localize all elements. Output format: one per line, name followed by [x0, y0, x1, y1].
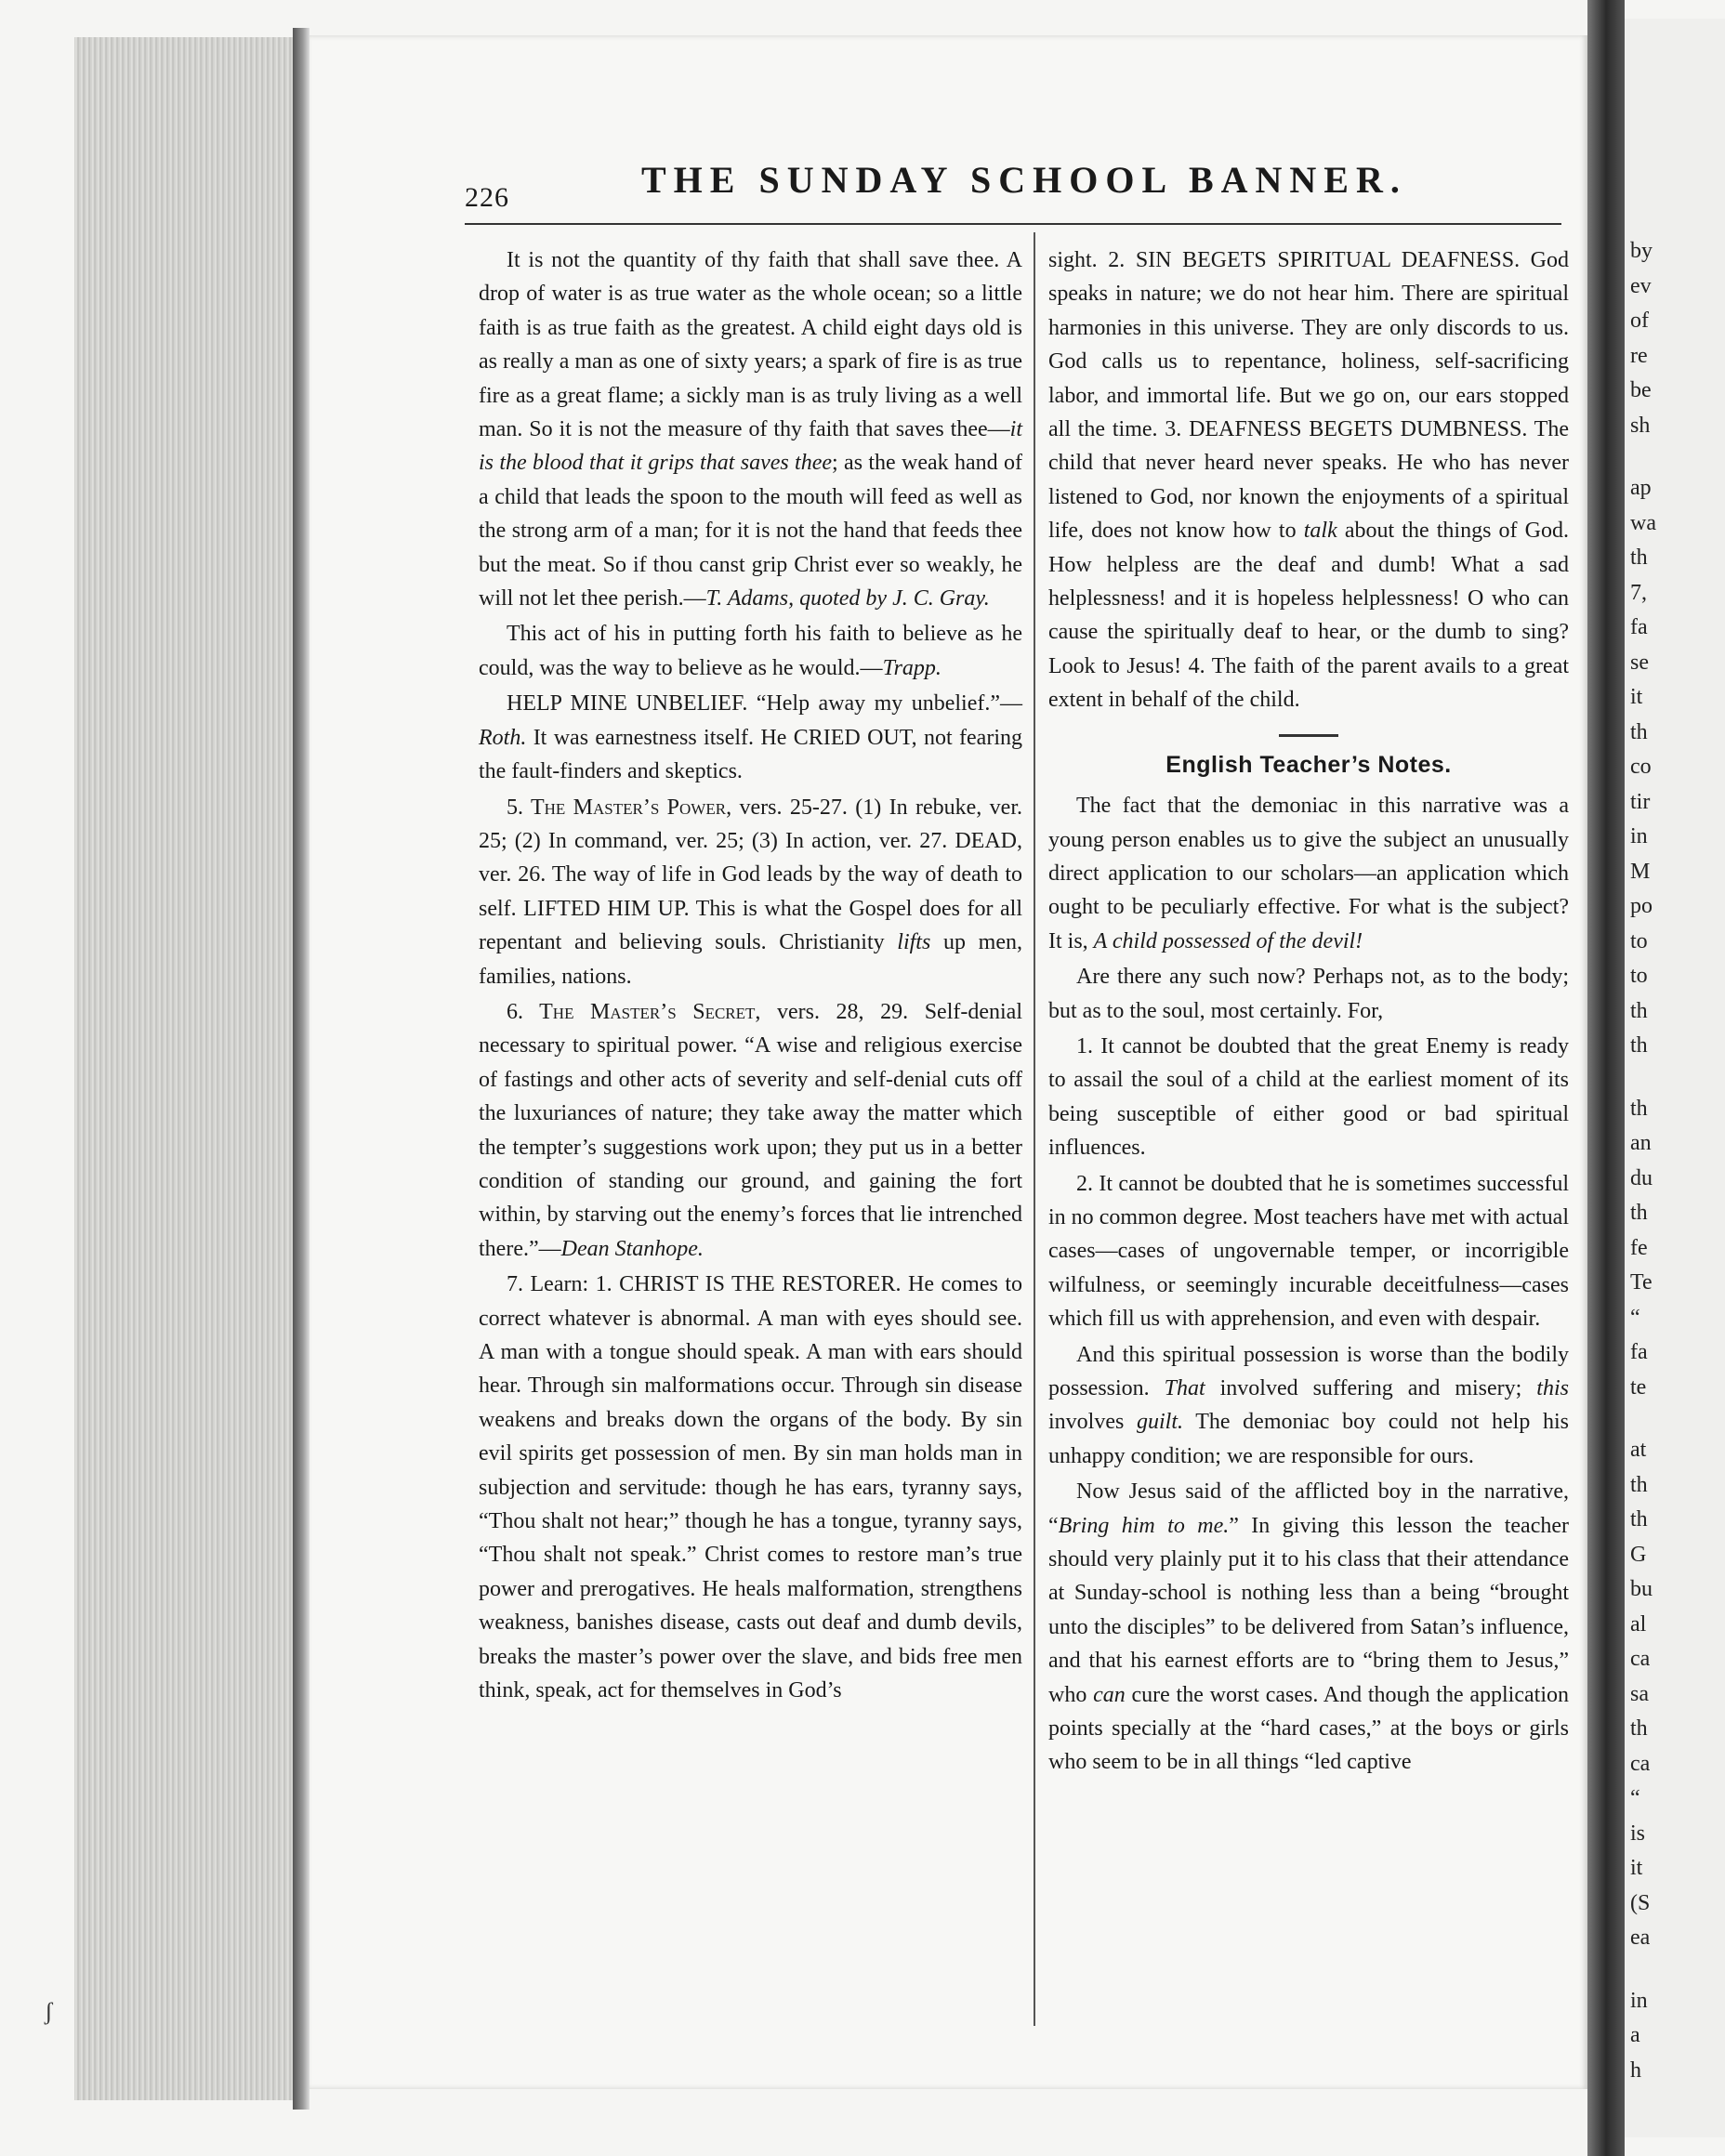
facing-page-fragment: th	[1630, 719, 1648, 744]
facing-page-fragment: al	[1630, 1611, 1647, 1637]
facing-page-edge	[1625, 19, 1725, 2137]
facing-page-fragment: to	[1630, 928, 1648, 953]
facing-page-fragment: in	[1630, 824, 1648, 848]
facing-page-fragment: in	[1630, 1988, 1648, 2013]
facing-page-fragment: th	[1630, 1716, 1648, 1741]
facing-page-fragment: th	[1630, 1096, 1648, 1121]
header-rule	[465, 223, 1561, 225]
paragraph-faith-quantity: It is not the quantity of thy faith that shall save thee. A drop of water is as true water as the whole ocean; so a little faith is as true faith as the greatest. A child eight days old is as really a man as one of sixty years; a spark of fire is as true fire as a great flame; a sickly man is as truly living as a well man. So it is not the measure of thy faith that saves thee—it is the blood that it grips that saves thee; as the weak hand of a child that leads the spoon to the mouth will feed as well as the strong arm of a man; for it is not the hand that feeds thee but the meat. So if thou canst grip Christ ever so weakly, he will not let thee perish.—T. Adams, quoted by J. C. Gray.	[479, 248, 1022, 611]
facing-page-fragment: of	[1630, 309, 1649, 333]
facing-page-fragment: th	[1630, 546, 1648, 570]
facing-page-fragment: “	[1630, 1786, 1640, 1810]
facing-page-fragment: sh	[1630, 413, 1651, 438]
facing-page-fragment: th	[1630, 1472, 1648, 1497]
book-gutter	[1587, 0, 1625, 2156]
facing-page-fragment: po	[1630, 894, 1653, 918]
section-divider	[1279, 734, 1338, 737]
facing-page-fragment: be	[1630, 378, 1652, 402]
facing-page-fragment: a	[1630, 2023, 1640, 2047]
facing-page-fragment: th	[1630, 1507, 1648, 1532]
facing-page-fragment: sa	[1630, 1681, 1649, 1706]
facing-page-fragment: co	[1630, 755, 1652, 779]
facing-page-fragment: “	[1630, 1305, 1640, 1330]
facing-page-fragment: fe	[1630, 1235, 1648, 1260]
paragraph-bring-him-to-me: Now Jesus said of the afflicted boy in the narrative, “Bring him to me.” In giving this lesson the teacher should very plainly put it to his class that their attendance at Sunday-school is nothing less than a being “brought unto the disciples” to be delivered from Satan’s influence, and that his earnest efforts are to “bring them to Jesus,” who can cure the worst cases. And though the application points specially at the “hard cases,” at the boys or girls who seem to be in all things “led captive	[1048, 1479, 1569, 1775]
facing-page-fragment: G	[1630, 1542, 1647, 1567]
facing-page-fragment: ca	[1630, 1751, 1651, 1776]
paragraph-help-unbelief: HELP MINE UNBELIEF. “Help away my unbelief.”—Roth. It was earnestness itself. He CRIED OUT, not fearing the fault-finders and skeptics.	[479, 691, 1022, 784]
facing-page-fragment: (S	[1630, 1890, 1651, 1915]
margin-mark: ʃ	[45, 1998, 53, 2025]
paragraph-point-one: 1. It cannot be doubted that the great Enemy is ready to assail the soul of a child at the earliest moment of its being susceptible of either good or bad spiritual influences.	[1048, 1033, 1569, 1161]
paragraph-demoniac-narrative: The fact that the demoniac in this narrative was a young person enables us to give the subject an unusually direct application to our scholars—an application which ought to be peculiarly effective. For what is the subject? It is, A child possessed of the devil!	[1048, 794, 1569, 953]
facing-page-fragment: th	[1630, 1033, 1648, 1058]
paragraph-point-two: 2. It cannot be doubted that he is sometimes successful in no common degree. Most teachers have met with actual cases—cases of ungovernable temper, or incorrigible wilfulness, or seemingly incurable deceitfulness—cases which fill us with apprehension, and even with despair.	[1048, 1171, 1569, 1332]
facing-page-fragment: fa	[1630, 615, 1648, 639]
paragraph-act-of-faith: This act of his in putting forth his faith to believe as he could, was the way to believe as he would.—Trapp.	[479, 622, 1022, 680]
paragraph-masters-power: 5. The Master’s Power, vers. 25-27. (1) In rebuke, ver. 25; (2) In command, ver. 25; (3) In action, ver. 27. DEAD, ver. 26. The way of life in God leads by the way of death to self. LIFTED HIM UP. This is what the Gospel does for all repentant and believing souls. Christianity lifts up men, families, nations.	[479, 795, 1022, 989]
facing-page-fragment: th	[1630, 1201, 1648, 1225]
facing-page-fragment: h	[1630, 2057, 1641, 2083]
left-column	[479, 243, 1022, 1707]
facing-page-fragment: it	[1630, 685, 1643, 709]
facing-page-fragment: tir	[1630, 789, 1651, 814]
facing-page-fragment: Te	[1630, 1270, 1653, 1295]
facing-page-fragment: M	[1630, 859, 1651, 884]
page-number: 226	[465, 182, 509, 213]
facing-page-fragment: bu	[1630, 1577, 1653, 1601]
facing-page-fragment: fa	[1630, 1340, 1648, 1364]
facing-page-fragment: re	[1630, 343, 1648, 368]
paragraph-learn-restorer: 7. Learn: 1. CHRIST IS THE RESTORER. He comes to correct whatever is abnormal. A man with eyes should see. A man with a tongue should speak. A man with ears should hear. Through sin malformations occur. Through sin disease weakens and breaks down the organs of the body. By sin evil spirits get possession of men. By sin man holds man in subjection and servitude: though he has ears, tyranny says, “Thou shalt not hear;” though he has a tongue, tyranny says, “Thou shalt not speak.” Christ comes to restore man’s true power and prerogatives. He heals malformation, strengthens weakness, banishes disease, casts out deaf and dumb devils, breaks the master’s power over the slave, and bids free men think, speak, act for themselves in God’s	[479, 1272, 1022, 1703]
facing-page-fragment: du	[1630, 1165, 1653, 1190]
facing-page-fragment: an	[1630, 1131, 1652, 1155]
paragraph-spiritual-deafness: sight. 2. SIN BEGETS SPIRITUAL DEAFNESS. God speaks in nature; we do not hear him. There are spiritual harmonies in this universe. They are only discords to us. God calls us to repentance, holiness, self-sacrificing labor, and immortal life. But we go on, our ears stopped all the time. 3. DEAFNESS BEGETS DUMBNESS. The child that never heard never speaks. He who has never listened to God, nor known the enjoyments of a spiritual life, does not know how to talk about the things of God. How helpless are the deaf and dumb! What a sad helplessness! and it is hopeless helplessness! O who can cause the spiritually deaf to hear, or the dumb to sing? Look to Jesus! 4. The faith of the parent avails to a great extent in behalf of the child.	[1048, 248, 1569, 713]
facing-page-fragment: wa	[1630, 510, 1656, 535]
column-rule	[1034, 232, 1035, 2026]
facing-page-fragment: by	[1630, 239, 1653, 263]
facing-page-fragment: 7,	[1630, 580, 1647, 605]
right-column	[1048, 243, 1569, 1780]
facing-page-fragment: ca	[1630, 1647, 1651, 1671]
facing-page-fragment: ea	[1630, 1926, 1651, 1950]
facing-page-fragment: ap	[1630, 476, 1652, 500]
facing-page-fragment: to	[1630, 964, 1648, 988]
section-heading-english-teachers-notes: English Teacher’s Notes.	[1165, 751, 1452, 778]
facing-page-fragment: se	[1630, 650, 1649, 675]
paragraph-spiritual-possession: And this spiritual possession is worse than the bodily possession. That involved suffering and misery; this involves guilt. The demoniac boy could not help his unhappy condition; we are responsible for ours.	[1048, 1342, 1569, 1468]
page-shadow	[293, 28, 309, 2110]
facing-page-fragment: is	[1630, 1821, 1646, 1846]
facing-page-fragment: th	[1630, 998, 1648, 1023]
facing-page-fragment: ev	[1630, 273, 1652, 298]
book-page-edges	[74, 37, 295, 2100]
paragraph-any-such-now: Are there any such now? Perhaps not, as to the body; but as to the soul, most certainly. For,	[1048, 965, 1569, 1023]
running-title: THE SUNDAY SCHOOL BANNER.	[641, 159, 1407, 201]
facing-page-fragment: at	[1630, 1438, 1647, 1462]
facing-page-fragment: it	[1630, 1856, 1643, 1880]
facing-page-fragment: te	[1630, 1374, 1647, 1400]
paragraph-masters-secret: 6. The Master’s Secret, vers. 28, 29. Self-denial necessary to spiritual power. “A wise and religious exercise of fastings and other acts of severity and self-denial cuts off the luxuriances of nature; they take away the matter which the tempter’s suggestions work upon; they put us in a better condition of standing our ground, and gaining the fort within, by starving out the enemy’s forces that lie intrenched there.”—Dean Stanhope.	[479, 999, 1022, 1261]
